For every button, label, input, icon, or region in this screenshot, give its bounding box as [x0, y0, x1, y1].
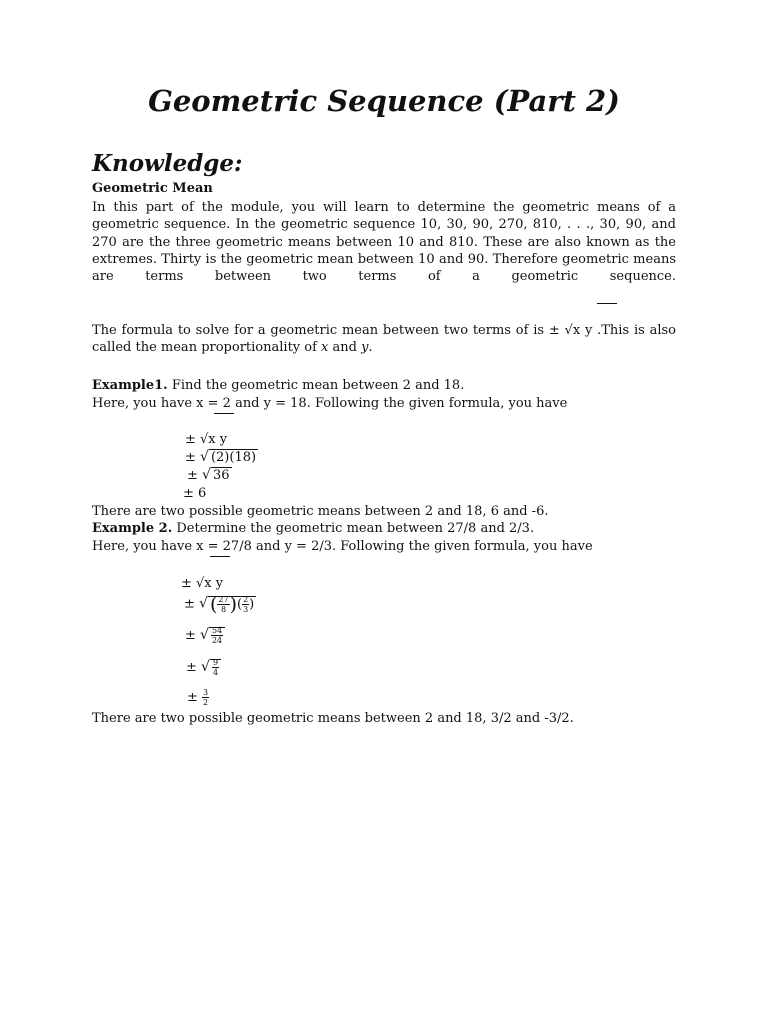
intro-paragraph: In this part of the module, you will learn to determine the geometric means of a geometric sequence. In the geometric sequence 10, 30, 90, 270, 810, . . ., 30, 90, and 270 are the three geometric means between 10 and 810. These are also known as the extremes. Thirty is the geometric mean between 10 and 90. Therefore geometric means are terms between two terms of a geometric sequence.	[92, 200, 676, 285]
page-title: Geometric Sequence (Part 2)	[148, 84, 620, 118]
example1-conclusion: There are two possible geometric means between 2 and 18, 6 and -6.	[92, 504, 549, 519]
example1-question: Example1. Find the geometric mean between 2 and 18.	[92, 378, 465, 393]
section-heading: Knowledge:	[92, 150, 243, 177]
example1-underline-mark	[214, 413, 234, 414]
example2-step2: ± √ ( $\frac{27}{8}$ )( $\frac{2}{3}$ )	[184, 593, 255, 615]
example2-step3: ± √ $\frac{54}{24}$	[185, 626, 225, 645]
example1-step2: ± √ (2)(18)	[185, 449, 257, 465]
example1-step1: ± √x y	[185, 432, 228, 447]
formula-paragraph: The formula to solve for a geometric mean between two terms of is ± √x y .This is also called the mean proportionality of x and y.	[92, 323, 676, 356]
example2-step4: ± √ $\frac{9}{4}$	[186, 658, 221, 677]
example1-step4: ± 6	[183, 486, 207, 501]
example1-step3: ± √ 36	[187, 467, 230, 483]
example2-step1: ± √x y	[181, 576, 224, 591]
formula-overline-mark	[597, 303, 617, 304]
example2-underline-mark	[210, 556, 230, 557]
subheading: Geometric Mean	[92, 181, 213, 196]
example2-step5: ± $\frac{3}{2}$	[187, 688, 209, 707]
example2-conclusion: There are two possible geometric means between 2 and 18, 3/2 and -3/2.	[92, 711, 574, 726]
example2-question: Example 2. Determine the geometric mean between 27/8 and 2/3.	[92, 521, 535, 536]
example1-given: Here, you have x = 2 and y = 18. Following the given formula, you have	[92, 396, 568, 411]
example2-given: Here, you have x = 27/8 and y = 2/3. Following the given formula, you have	[92, 539, 593, 554]
